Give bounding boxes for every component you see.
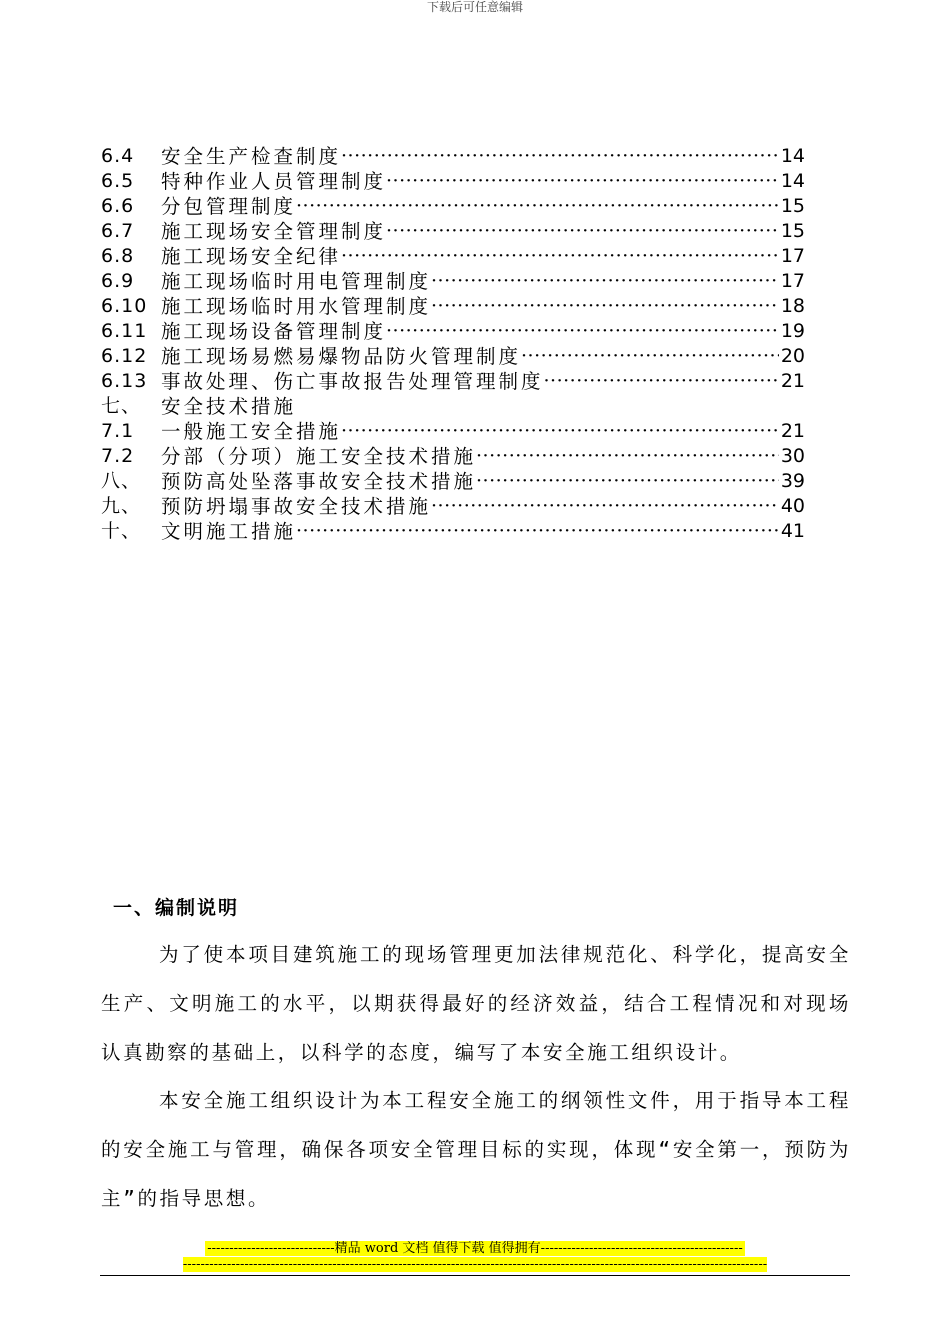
toc-entry-number: 十、 (101, 520, 142, 542)
toc-entry-title: 施工现场易燃易爆物品防火管理制度 (161, 345, 522, 368)
body-paragraph: 为了使本项目建筑施工的现场管理更加法律规范化、科学化，提高安全生产、文明施工的水平，以期获得最好的经济效益，结合工程情况和对现场认真勘察的基础上，以科学的态度，编写了本安全施工组织设计。 (101, 943, 851, 1064)
toc-entry-page: 17 (780, 270, 805, 292)
toc-entry-page: 14 (780, 145, 805, 167)
toc-entry[interactable] (101, 394, 805, 419)
toc-entry-title: 文明施工措施 (161, 520, 297, 543)
toc-entry-title: 施工现场临时用水管理制度 (161, 295, 432, 318)
toc-entry-title: 事故处理、伤亡事故报告处理管理制度 (161, 370, 544, 393)
toc-entry-title: 特种作业人员管理制度 (161, 170, 387, 193)
toc-dot-leader (431, 269, 779, 294)
table-of-contents (101, 144, 805, 544)
toc-dot-leader (476, 469, 779, 494)
toc-entry[interactable] (101, 494, 805, 519)
toc-entry-number: 6.4 (101, 145, 135, 167)
toc-entry-title: 安全生产检查制度 (161, 145, 342, 168)
toc-entry-title: 施工现场安全纪律 (161, 245, 342, 268)
toc-entry[interactable] (101, 469, 805, 494)
toc-dot-leader (521, 344, 779, 369)
toc-entry-number: 7.1 (101, 420, 135, 442)
toc-entry-title: 预防坍塌事故安全技术措施 (161, 495, 432, 518)
toc-dot-leader (341, 419, 779, 444)
toc-entry[interactable] (101, 519, 805, 544)
toc-dot-leader (341, 244, 779, 269)
toc-entry-number: 6.11 (101, 320, 148, 342)
toc-entry-page: 17 (780, 245, 805, 267)
toc-entry-title: 安全技术措施 (161, 395, 297, 418)
toc-entry[interactable] (101, 344, 805, 369)
toc-entry-number: 6.8 (101, 245, 135, 267)
toc-entry-page: 19 (780, 320, 805, 342)
toc-entry-number: 6.9 (101, 270, 135, 292)
toc-entry-title: 一般施工安全措施 (161, 420, 342, 443)
footer-rule (100, 1275, 850, 1276)
toc-entry[interactable] (101, 144, 805, 169)
toc-entry-number: 6.7 (101, 220, 135, 242)
footer-dash-text: ------------------------------------------------------------------------------------------------------------------------------------- (182, 1257, 768, 1272)
toc-dot-leader (386, 219, 779, 244)
section-heading: 一、编制说明 (113, 897, 240, 919)
toc-dot-leader (431, 494, 779, 519)
toc-entry[interactable] (101, 194, 805, 219)
toc-entry-number: 七、 (101, 395, 142, 417)
toc-entry-page: 14 (780, 170, 805, 192)
toc-entry[interactable] (101, 219, 805, 244)
toc-dot-leader (296, 519, 779, 544)
toc-entry[interactable] (101, 169, 805, 194)
toc-entry-title: 分部（分项）施工安全技术措施 (161, 445, 477, 468)
toc-entry-number: 九、 (101, 495, 142, 517)
toc-entry-page: 21 (780, 370, 805, 392)
toc-entry-title: 施工现场安全管理制度 (161, 220, 387, 243)
toc-entry[interactable] (101, 319, 805, 344)
toc-dot-leader (386, 169, 779, 194)
header-note: 下载后可任意编辑 (426, 0, 523, 14)
toc-dot-leader (296, 194, 779, 219)
toc-entry-page: 18 (780, 295, 805, 317)
toc-entry[interactable] (101, 444, 805, 469)
footer-dash-line (0, 1257, 950, 1273)
toc-entry-number: 6.6 (101, 195, 135, 217)
toc-entry-page: 21 (780, 420, 805, 442)
toc-entry-page: 30 (780, 445, 805, 467)
toc-entry-page: 41 (780, 520, 805, 542)
toc-entry-title: 分包管理制度 (161, 195, 297, 218)
toc-entry[interactable] (101, 269, 805, 294)
footer-banner (0, 1241, 950, 1257)
toc-entry-number: 八、 (101, 470, 142, 492)
toc-entry-title: 预防高处坠落事故安全技术措施 (161, 470, 477, 493)
toc-entry-page: 39 (780, 470, 805, 492)
body-paragraph: 本安全施工组织设计为本工程安全施工的纲领性文件，用于指导本工程的安全施工与管理，确保各项安全管理目标的实现，体现“安全第一，预防为主”的指导思想。 (101, 1089, 851, 1210)
toc-entry-title: 施工现场临时用电管理制度 (161, 270, 432, 293)
toc-entry-page: 15 (780, 195, 805, 217)
toc-entry-number: 6.13 (101, 370, 148, 392)
toc-entry[interactable] (101, 369, 805, 394)
toc-entry-title: 施工现场设备管理制度 (161, 320, 387, 343)
toc-entry-page: 15 (780, 220, 805, 242)
toc-entry-page: 20 (780, 345, 805, 367)
toc-entry[interactable] (101, 294, 805, 319)
toc-dot-leader (386, 319, 779, 344)
toc-entry-number: 6.5 (101, 170, 135, 192)
footer-banner-text: -----------------------------精品 word 文档 值得下载 值得拥有---------------------------------------------- (207, 1241, 743, 1256)
toc-entry-number: 7.2 (101, 445, 135, 467)
toc-dot-leader (431, 294, 779, 319)
toc-entry-number: 6.10 (101, 295, 148, 317)
toc-entry-page: 40 (780, 495, 805, 517)
toc-dot-leader (544, 369, 779, 394)
toc-entry[interactable] (101, 419, 805, 444)
toc-dot-leader (341, 144, 779, 169)
toc-entry-number: 6.12 (101, 345, 148, 367)
toc-dot-leader (476, 444, 779, 469)
toc-entry[interactable] (101, 244, 805, 269)
